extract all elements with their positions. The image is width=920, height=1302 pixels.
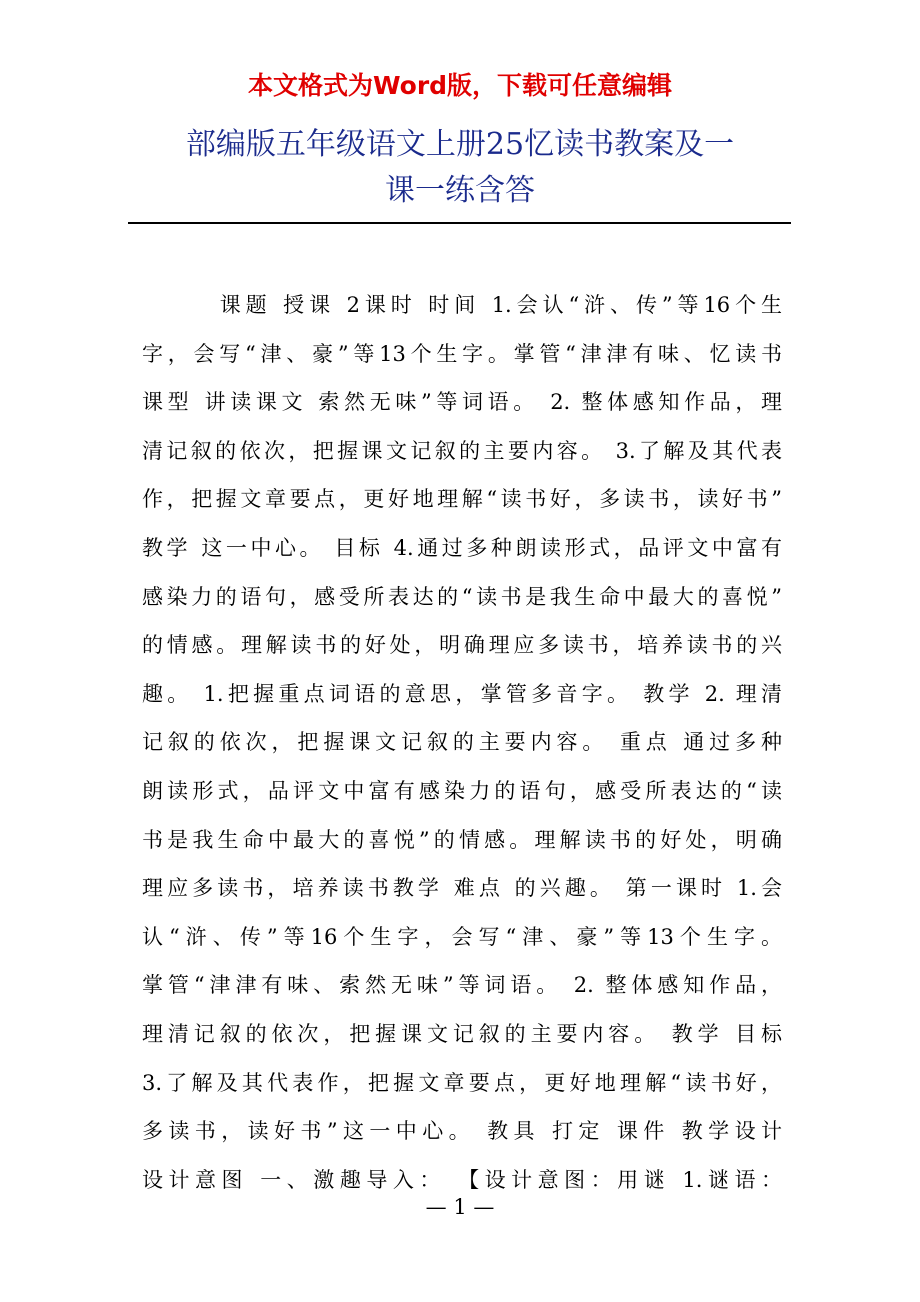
title-divider xyxy=(128,222,791,224)
document-title xyxy=(110,122,810,214)
body-line: 课型 讲读课文 索然无味”等词语。 2. 整体感知作品，理 xyxy=(142,390,782,415)
body-line: 字，会写“津、豪”等13个生字。掌管“津津有味、忆读书 xyxy=(142,341,782,366)
body-line: 朗读形式，品评文中富有感染力的语句，感受所表达的“读 xyxy=(142,778,782,803)
body-line: 理清记叙的依次，把握课文记叙的主要内容。 教学 目标 xyxy=(142,1021,782,1046)
body-line: 趣。 1.把握重点词语的意思，掌管多音字。 教学 2. 理清 xyxy=(142,681,782,706)
body-line: 设计意图 一、激趣导入： 【设计意图：用谜 1.谜语： xyxy=(142,1167,782,1192)
page-number: — 1 — xyxy=(425,1195,495,1219)
body-line: 的情感。理解读书的好处，明确理应多读书，培养读书的兴 xyxy=(142,633,782,658)
body-line: 理应多读书，培养读书教学 难点 的兴趣。 第一课时 1.会 xyxy=(142,876,782,901)
download-banner: 本文格式为Word版，下载可任意编辑 xyxy=(247,71,673,100)
body-line: 感染力的语句，感受所表达的“读书是我生命中最大的喜悦” xyxy=(142,584,782,609)
document-title-line-1: 部编版五年级语文上册25忆读书教案及一 xyxy=(185,127,735,162)
body-line: 3.了解及其代表作，把握文章要点，更好地理解“读书好， xyxy=(142,1070,782,1095)
document-body xyxy=(142,281,782,1204)
document-title-line-2: 课一练含答 xyxy=(385,173,535,208)
body-line: 课题 授课 2课时 时间 1.会认“浒、传”等16个生 xyxy=(142,293,782,317)
body-line: 多读书，读好书”这一中心。 教具 打定 课件 教学设计 xyxy=(142,1119,782,1144)
body-line: 记叙的依次，把握课文记叙的主要内容。 重点 通过多种 xyxy=(142,730,782,755)
body-line: 清记叙的依次，把握课文记叙的主要内容。 3.了解及其代表 xyxy=(142,438,782,463)
body-line: 认“浒、传”等16个生字，会写“津、豪”等13个生字。 xyxy=(142,924,782,949)
body-line: 书是我生命中最大的喜悦”的情感。理解读书的好处，明确 xyxy=(142,827,782,852)
body-line: 教学 这一中心。 目标 4.通过多种朗读形式，品评文中富有 xyxy=(142,535,782,560)
body-line: 掌管“津津有味、索然无味”等词语。 2. 整体感知作品， xyxy=(142,973,782,998)
body-line: 作，把握文章要点，更好地理解“读书好，多读书，读好书” xyxy=(142,487,782,512)
